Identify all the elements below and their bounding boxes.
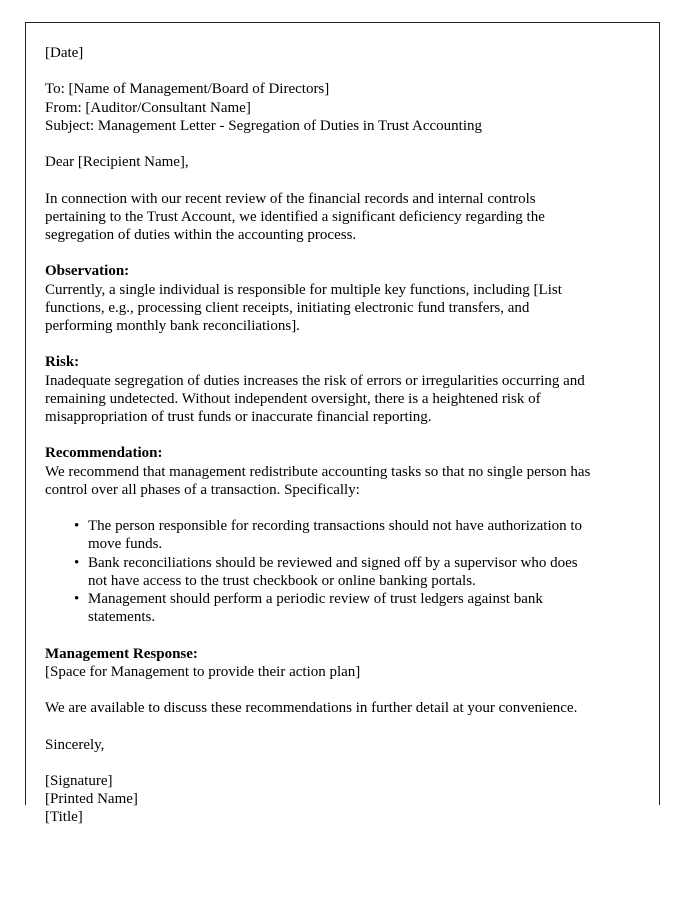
- management-response-body: [Space for Management to provide their action plan]: [45, 663, 361, 680]
- spacer: [45, 135, 635, 153]
- spacer: [45, 626, 635, 644]
- bullet-icon: •: [74, 590, 80, 607]
- spacer: [45, 244, 635, 262]
- bullet-icon: •: [74, 518, 80, 535]
- to-line: To: [Name of Management/Board of Directors]: [45, 81, 330, 98]
- observation-line-2: functions, e.g., processing client receipts, initiating electronic fund transfers, and: [45, 299, 530, 316]
- spacer: [45, 171, 635, 189]
- date-line: [Date]: [45, 45, 84, 61]
- recommendation-line-2: control over all phases of a transaction. Specifically:: [45, 481, 360, 498]
- section-recommendation: [45, 444, 635, 499]
- sign-off-line: Sincerely,: [45, 736, 105, 753]
- observation-line-3: performing monthly bank reconciliations].: [45, 317, 300, 334]
- intro-line-3: segregation of duties within the accounting process.: [45, 226, 357, 243]
- section-heading-management-response: Management Response:: [45, 645, 198, 662]
- spacer: [45, 681, 635, 699]
- section-management-response: [45, 645, 635, 681]
- risk-line-3: misappropriation of trust funds or inaccurate financial reporting.: [45, 408, 432, 425]
- section-observation: [45, 262, 635, 335]
- intro-paragraph: [45, 190, 635, 245]
- bullet-2-line-1: Bank reconciliations should be reviewed and signed off by a supervisor who does: [88, 554, 578, 571]
- list-item: [45, 517, 635, 553]
- bullet-3-line-1: Management should perform a periodic review of trust ledgers against bank: [88, 590, 543, 607]
- title-placeholder: [Title]: [45, 809, 83, 826]
- section-risk: [45, 353, 635, 426]
- intro-line-1: In connection with our recent review of the financial records and internal controls: [45, 190, 536, 207]
- intro-line-2: pertaining to the Trust Account, we identified a significant deficiency regarding the: [45, 208, 545, 225]
- section-heading-observation: Observation:: [45, 263, 130, 280]
- signature-block: [45, 772, 635, 827]
- bullet-icon: •: [74, 554, 80, 571]
- subject-line: Subject: Management Letter - Segregation of Duties in Trust Accounting: [45, 117, 483, 134]
- spacer: [45, 62, 635, 80]
- closing-paragraph: [45, 699, 635, 717]
- list-item: [45, 590, 635, 626]
- recommendation-bullet-list: [45, 517, 635, 626]
- date-placeholder: [45, 44, 635, 62]
- closing-line: We are available to discuss these recommendations in further detail at your convenience.: [45, 700, 578, 717]
- spacer: [45, 426, 635, 444]
- risk-line-2: remaining undetected. Without independent oversight, there is a heightened risk of: [45, 390, 541, 407]
- spacer: [45, 335, 635, 353]
- section-heading-risk: Risk:: [45, 354, 80, 371]
- risk-line-1: Inadequate segregation of duties increases the risk of errors or irregularities occurring and: [45, 372, 585, 389]
- letter-body: [45, 44, 635, 827]
- bullet-1-line-2: move funds.: [88, 536, 163, 553]
- observation-line-1: Currently, a single individual is responsible for multiple key functions, including [List: [45, 281, 562, 298]
- printed-name-placeholder: [Printed Name]: [45, 791, 138, 808]
- from-line: From: [Auditor/Consultant Name]: [45, 99, 251, 116]
- salutation-block: [45, 153, 635, 171]
- spacer: [45, 717, 635, 735]
- sign-off-block: [45, 736, 635, 754]
- signature-placeholder: [Signature]: [45, 772, 113, 789]
- spacer: [45, 754, 635, 772]
- letter-header-block: [45, 80, 635, 135]
- recommendation-line-1: We recommend that management redistribute accounting tasks so that no single person has: [45, 463, 591, 480]
- spacer: [45, 499, 635, 517]
- list-item: [45, 554, 635, 590]
- bullet-3-line-2: statements.: [88, 609, 156, 626]
- salutation-line: Dear [Recipient Name],: [45, 154, 189, 171]
- bullet-1-line-1: The person responsible for recording transactions should not have authorization to: [88, 518, 583, 535]
- section-heading-recommendation: Recommendation:: [45, 445, 163, 462]
- bullet-2-line-2: not have access to the trust checkbook or online banking portals.: [88, 572, 476, 589]
